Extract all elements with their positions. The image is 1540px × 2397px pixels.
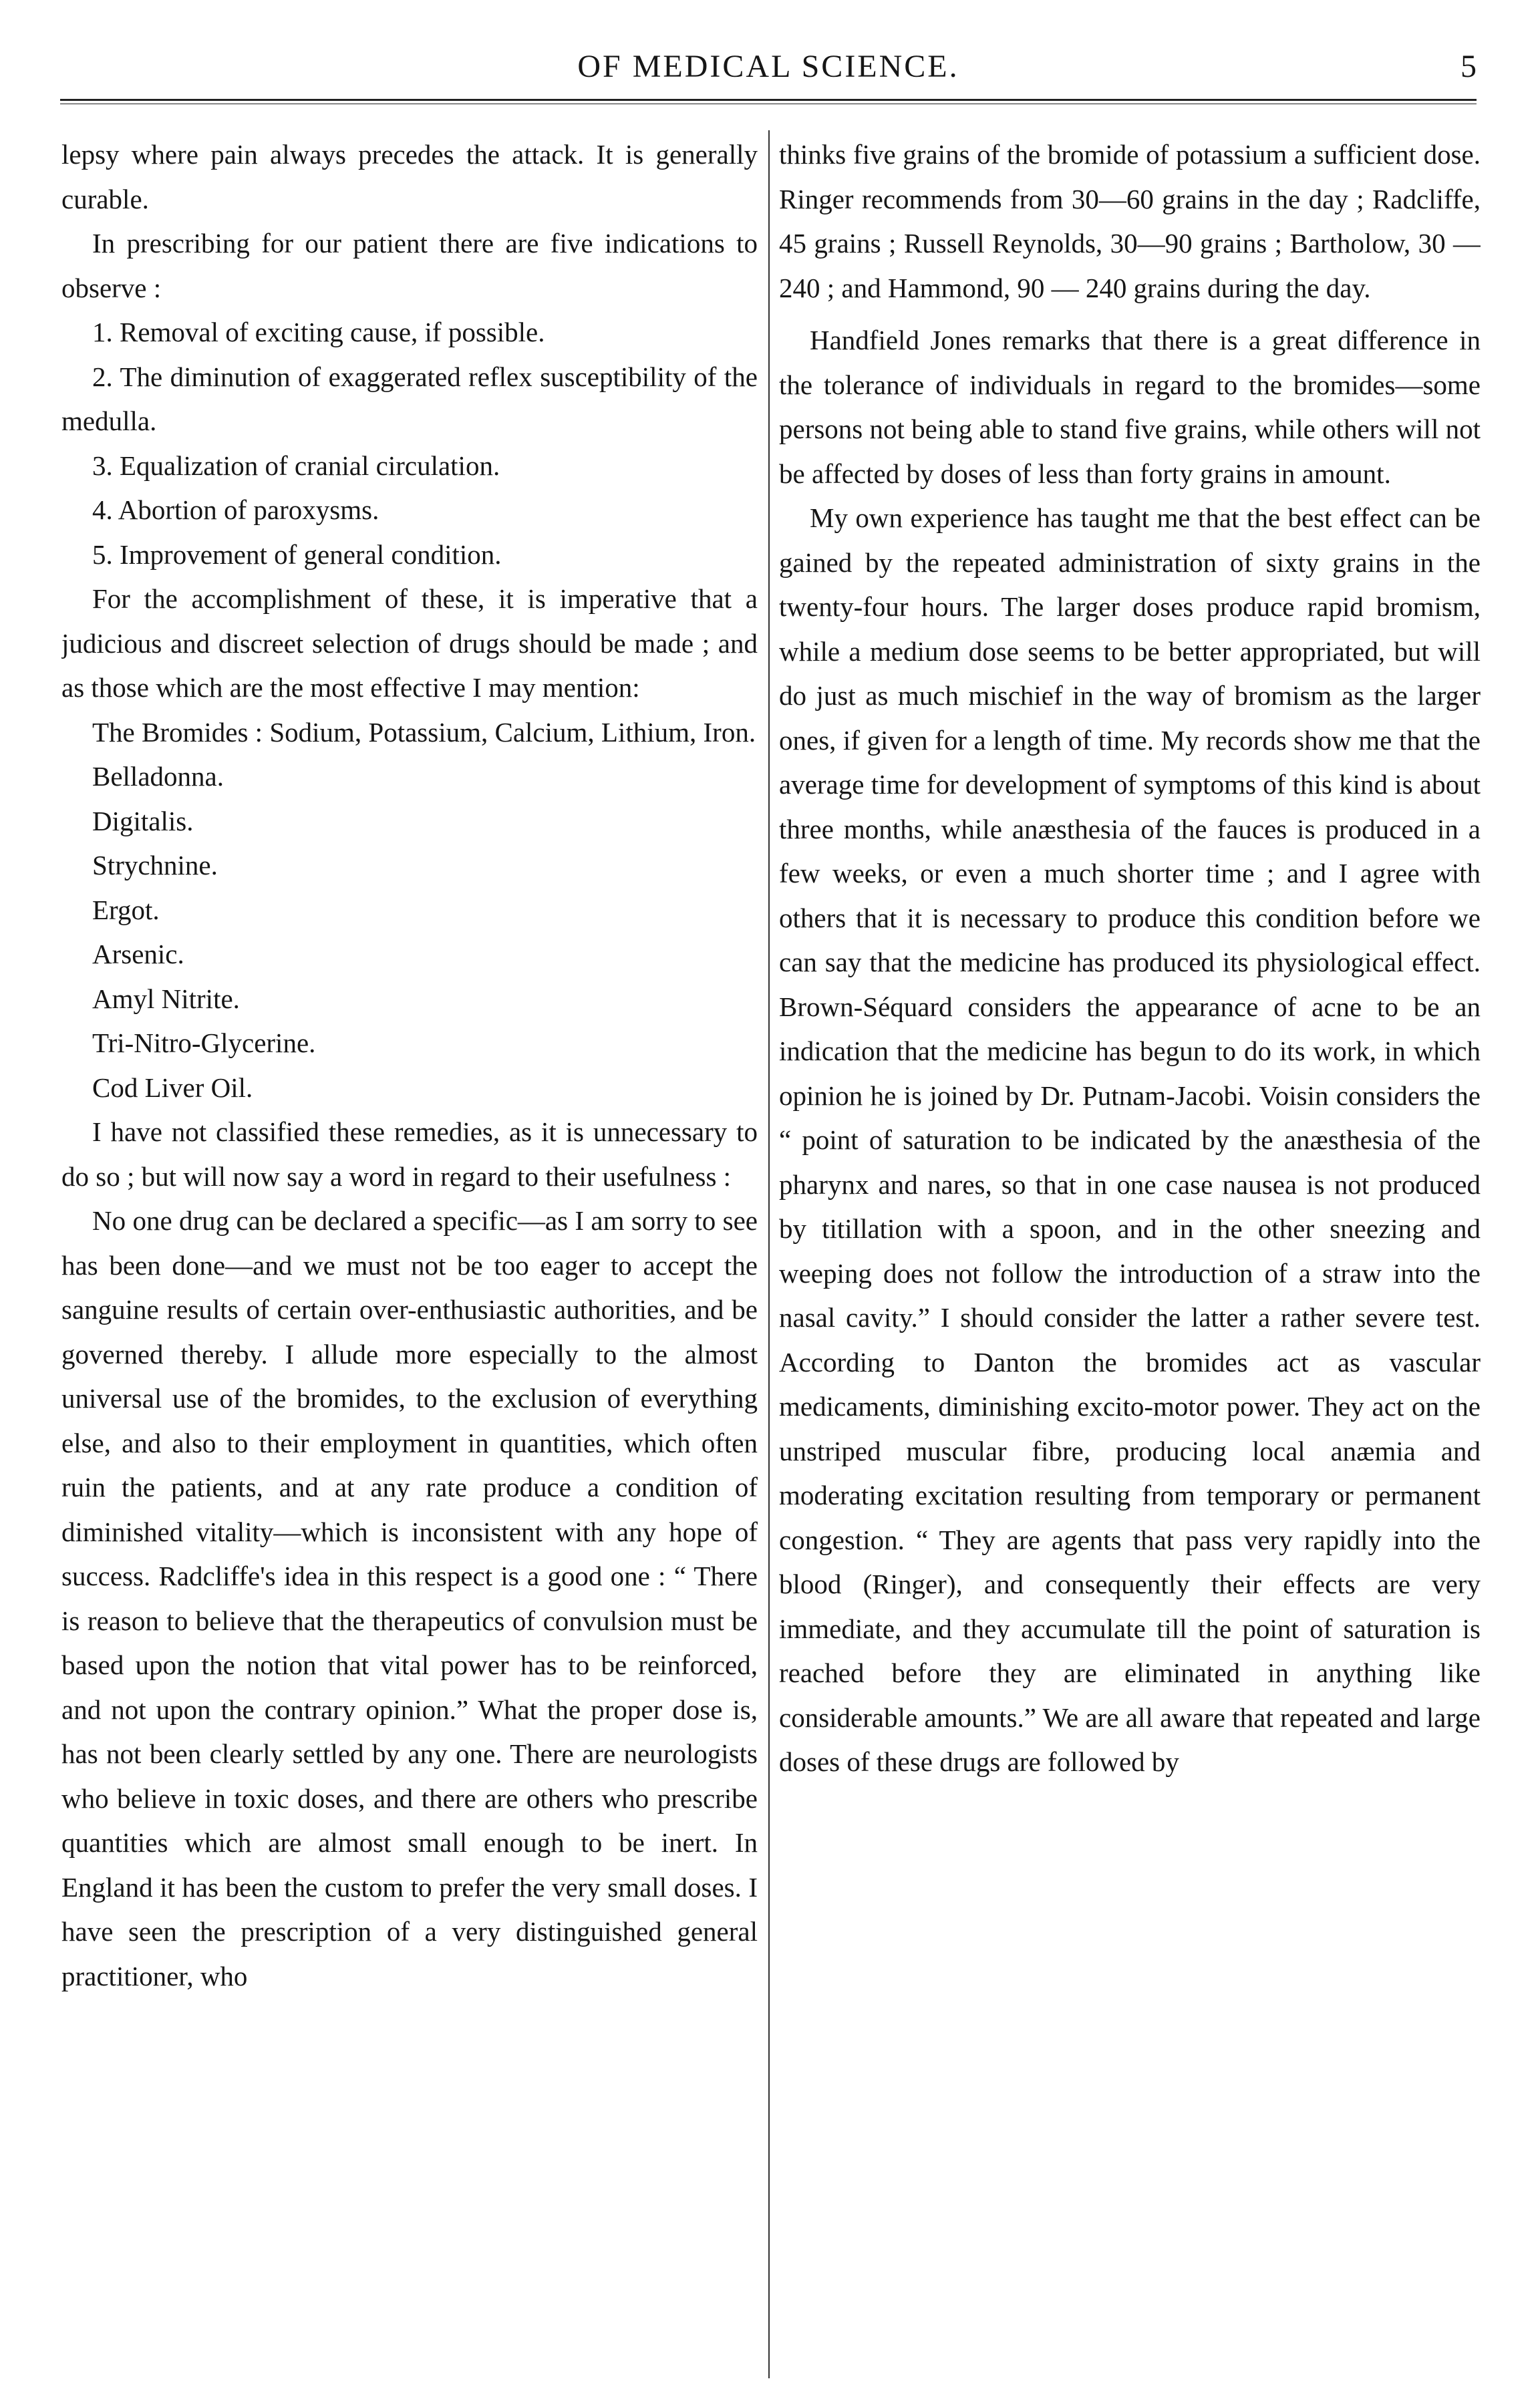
paragraph: thinks five grains of the bromide of potassium a sufficient dose. Ringer recommends from 30—60 grains in the day ; Radcliffe, 45 grains ; Russell Reynolds, 30—90 grains ; Bartholow, 30 — 240 ; and Hammond, 90 — 240 grains during the day. xyxy=(779,139,1481,303)
drug-item: Belladonna. xyxy=(92,761,224,792)
right-column xyxy=(779,132,1481,2377)
column-divider xyxy=(768,130,770,2378)
drug-item: Cod Liver Oil. xyxy=(92,1072,253,1103)
indication-item: 1. Removal of exciting cause, if possible. xyxy=(92,317,545,347)
bromides-entry: The Bromides : Sodium, Potassium, Calcium, Lithium, Iron. xyxy=(92,716,756,748)
page-header xyxy=(60,40,1477,110)
drug-item: Amyl Nitrite. xyxy=(92,983,240,1014)
paragraph: For the accomplishment of these, it is imperative that a judicious and discreet selection of drugs should be made ; and as those which are the most effective I may mention: xyxy=(61,583,758,703)
indication-item: 5. Improvement of general condition. xyxy=(92,538,502,570)
paragraph: No one drug can be declared a specific—as I am sorry to see has been done—and we must not be too eager to accept the sanguine results of certain over-enthusiastic authorities, and be governed thereby. I allude more especially to the almost universal use of the bromides, to the exclusion of everything else, and also to their employment in quantities, which often ruin the patients, and at any rate produce a condition of diminished vitality—which is inconsistent with any hope of success. Radcliffe's idea in this respect is a good one : “ There is reason to believe that the therapeutics of convulsion must be based upon the notion that vital power has to be reinforced, and not upon the contrary opinion.” What the proper dose is, has not been clearly settled by any one. There are neurologists who believe in toxic doses, and there are others who prescribe quantities which are almost small enough to be inert. In England it has been the custom to prefer the very small doses. I have seen the prescription of a very distinguished general practitioner, who xyxy=(61,1205,758,1991)
drug-item: Ergot. xyxy=(92,894,160,925)
indication-item: 4. Abortion of paroxysms. xyxy=(92,494,379,525)
paragraph: I have not classified these remedies, as it is unnecessary to do so ; but will now say a word in regard to their usefulness : xyxy=(61,1116,758,1192)
left-column xyxy=(61,132,758,2377)
drug-item: Strychnine. xyxy=(92,850,218,881)
paragraph: In prescribing for our patient there are five indications to observe : xyxy=(61,228,758,303)
paragraph: lepsy where pain always precedes the attack. It is generally curable. xyxy=(61,139,758,214)
indication-item: 2. The diminution of exaggerated reflex susceptibility of the medulla. xyxy=(61,361,758,436)
header-rule xyxy=(60,99,1477,104)
paragraph: Handfield Jones remarks that there is a great difference in the tolerance of individuals in regard to the bromides—some persons not being able to stand five grains, while others will not be affected by doses of less than forty grains in amount. xyxy=(779,325,1481,489)
page-number: 5 xyxy=(1460,49,1477,84)
running-head: OF MEDICAL SCIENCE. xyxy=(577,49,959,84)
drug-item: Digitalis. xyxy=(92,805,194,836)
indication-item: 3. Equalization of cranial circulation. xyxy=(92,450,500,481)
paragraph: My own experience has taught me that the best effect can be gained by the repeated administration of sixty grains in the twenty-four hours. The larger doses produce rapid bromism, while a medium dose seems to be better appropriated, but will do just as much mischief in the way of bromism as the larger ones, if given for a length of time. My records show me that the average time for development of symptoms of this kind is about three months, while anæsthesia of the fauces is produced in a few weeks, or even a much shorter time ; and I agree with others that it is necessary to produce this condition before we can say that the medicine has produced its physiological effect. Brown-Séquard considers the appearance of acne to be an indication that the medicine has begun to do its work, in which opinion he is joined by Dr. Putnam-Jacobi. Voisin considers the “ point of saturation to be indicated by the anæsthesia of the pharynx and nares, so that in one case nausea is not produced by titillation with a spoon, and in the other sneezing and weeping does not follow the introduction of a straw into the nasal cavity.” I should consider the latter a rather severe test. According to Danton the bromides act as vascular medicaments, diminishing excito-motor power. They act on the unstriped muscular fibre, producing local anæmia and moderating excitation resulting from temporary or permanent congestion. “ They are agents that pass very rapidly into the blood (Ringer), and consequently their effects are very immediate, and they accumulate till the point of saturation is reached before they are eliminated in anything like considerable amounts.” We are all aware that repeated and large doses of these drugs are followed by xyxy=(779,502,1481,1777)
drug-item: Tri-Nitro-Glycerine. xyxy=(92,1027,316,1058)
drug-item: Arsenic. xyxy=(92,939,184,969)
